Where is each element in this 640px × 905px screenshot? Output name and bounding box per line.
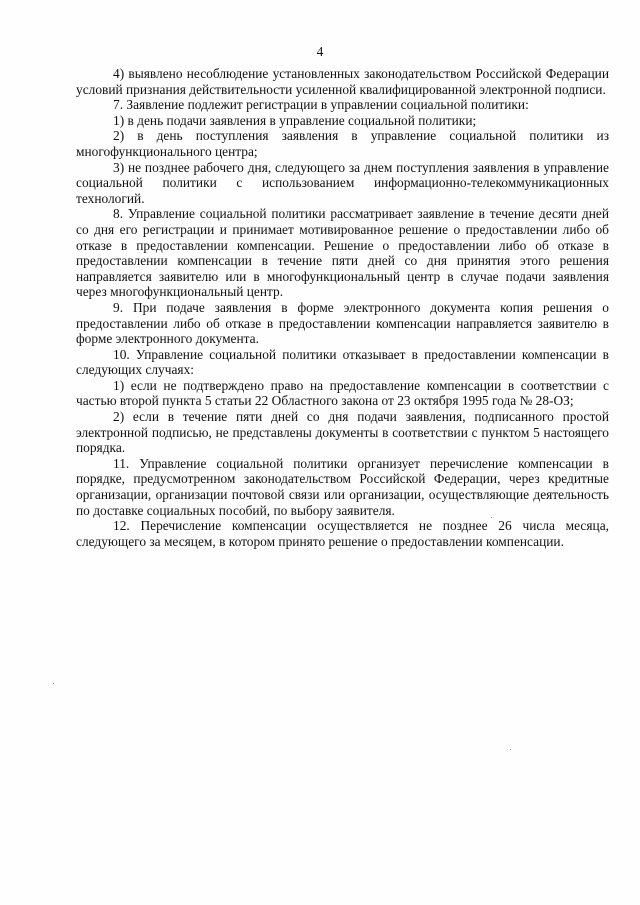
paragraph-12: 12. Перечисление компенсации осуществляется не позднее 26 числа месяца, следующего за месяцем, в котором принято решение о предоставлении компенсации. [76, 518, 609, 549]
paragraph-7: 7. Заявление подлежит регистрации в управлении социальной политики: [113, 97, 529, 113]
scan-speck [53, 683, 54, 684]
paragraph-10: 10. Управление социальной политики отказывает в предоставлении компенсации в следующих случаях: [76, 346, 609, 378]
paragraph-7-item-1: 1) в день подачи заявления в управление социальной политики; [113, 112, 477, 128]
paragraph-8: 8. Управление социальной политики рассматривает заявление в течение десяти дней со дня его регистрации и принимает мотивированное решение о предоставлении либо об отказе в предоставлении компенсации. Решение о предоставлении либо об отказе в предоставлении компенсации в течение пяти дней со дня принятия этого решения направляется заявителю или в многофункциональный центр в случае подачи заявления через многофункциональный центр. [76, 206, 609, 300]
scan-speck [491, 517, 492, 518]
paragraph-10-item-2: 2) если в течение пяти дней со дня подачи заявления, подписанного простой электронной подписью, не представлены документы в соответствии с пунктом 5 настоящего порядка. [76, 409, 609, 456]
paragraph-item-4: 4) выявлено несоблюдение установленных законодательством Российской Федерации условий признания действительности усиленной квалифицированной электронной подписи. [76, 66, 609, 97]
paragraph-7-item-2: 2) в день поступления заявления в управление социальной политики из многофункционального центра; [76, 128, 609, 159]
paragraph-7-item-3: 3) не позднее рабочего дня, следующего за днем поступления заявления в управление социальной политики с использованием информационно-телекоммуникационных технологий. [76, 159, 609, 206]
scan-speck [510, 749, 511, 750]
document-body [76, 66, 609, 549]
paragraph-10-item-1: 1) если не подтверждено право на предоставление компенсации в соответствии с частью второй пункта 5 статьи 22 Областного закона от 23 октября 1995 года № 28-ОЗ; [76, 377, 609, 409]
paragraph-11: 11. Управление социальной политики организует перечисление компенсации в порядке, предусмотренном законодательством Российской Федерации, через кредитные организации, организации почтовой связи или организации, осуществляющие деятельность по доставке социальных пособий, по выбору заявителя. [76, 455, 609, 518]
page-number: 4 [316, 44, 324, 59]
paragraph-9: 9. При подаче заявления в форме электронного документа копия решения о предоставлении либо об отказе в предоставлении компенсации направляется заявителю в форме электронного документа. [76, 299, 609, 347]
